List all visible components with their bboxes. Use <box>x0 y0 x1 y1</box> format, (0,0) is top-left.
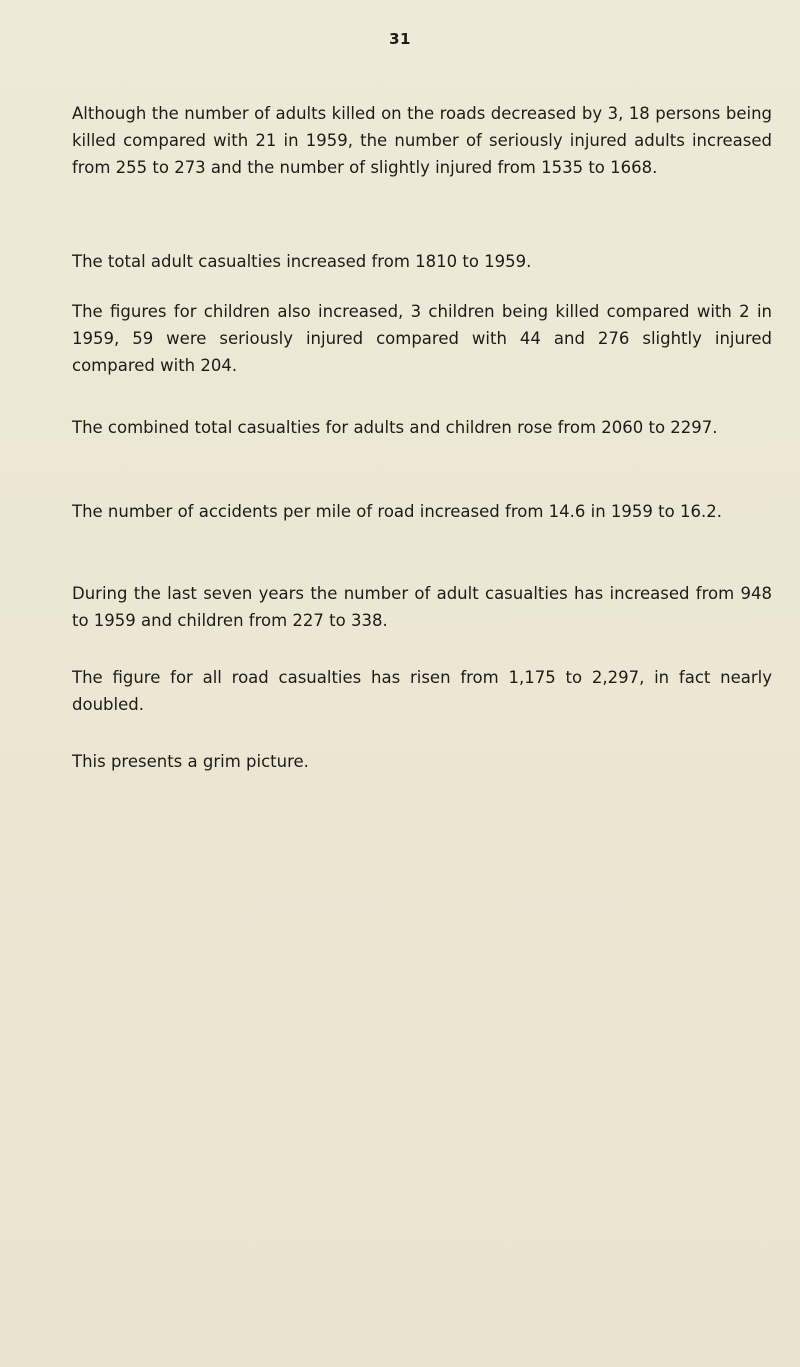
paragraph-all-road-casualties: The figure for all road casualties has risen from 1,175 to 2,297, in fact nearly doubled. <box>72 668 772 714</box>
paragraph-children-casualties: The figures for children also increased, 3 children being killed compared with 2 in 1959, 59 were seriously injured compared with 44 and 276 slightly injured compared with 204. <box>72 302 772 375</box>
paragraph-conclusion: This presents a grim picture. <box>72 752 309 771</box>
paragraph-total-adult-casualties: The total adult casualties increased from 1810 to 1959. <box>72 252 532 271</box>
page-number: 31 <box>389 30 411 48</box>
paragraph-adult-casualties: Although the number of adults killed on the roads decreased by 3, 18 persons being killed compared with 21 in 1959, the number of seriously injured adults increased from 255 to 273 and the number of slightly injured from 1535 to 1668. <box>72 104 772 177</box>
paragraph-accidents-per-mile: The number of accidents per mile of road increased from 14.6 in 1959 to 16.2. <box>72 502 722 521</box>
paragraph-combined-casualties: The combined total casualties for adults and children rose from 2060 to 2297. <box>72 418 718 437</box>
paragraph-seven-year-trend: During the last seven years the number of adult casualties has increased from 948 to 1959 and children from 227 to 338. <box>72 584 772 630</box>
